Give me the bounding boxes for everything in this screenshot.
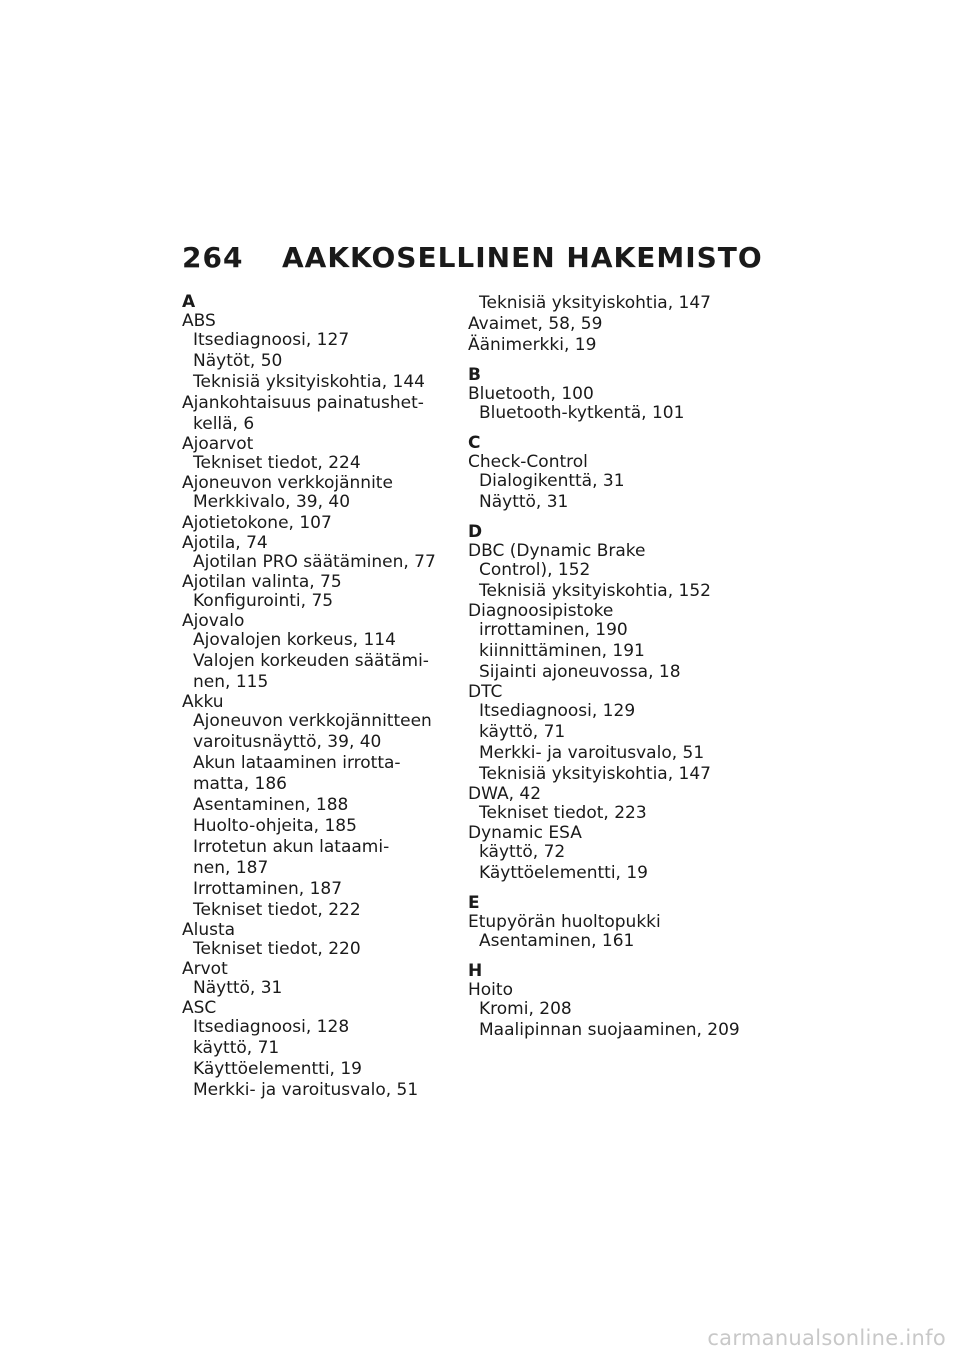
index-subentry: Control), 152 bbox=[479, 560, 591, 580]
index-term: Ajoarvot bbox=[182, 434, 254, 454]
index-entry bbox=[182, 921, 472, 960]
index-term: Avaimet, 58, 59 bbox=[468, 314, 603, 334]
index-entry bbox=[468, 335, 758, 356]
index-term: Alusta bbox=[182, 920, 236, 940]
index-subentry: Valojen korkeuden säätämi- bbox=[193, 651, 429, 671]
index-term: Ajotietokone, 107 bbox=[182, 513, 332, 533]
index-entry bbox=[182, 435, 472, 474]
index-subentry: Näyttö, 31 bbox=[479, 492, 569, 512]
index-subentry: Irrottaminen, 187 bbox=[193, 879, 343, 899]
index-entry bbox=[468, 981, 758, 1041]
index-subentry: Merkki- ja varoitusvalo, 51 bbox=[479, 743, 705, 763]
index-entry bbox=[182, 393, 472, 435]
index-subentry: kiinnittäminen, 191 bbox=[479, 641, 645, 661]
index-subentry: Itsediagnoosi, 129 bbox=[479, 701, 636, 721]
index-term: DBC (Dynamic Brake bbox=[468, 541, 646, 561]
index-term: Hoito bbox=[468, 980, 513, 1000]
index-subentry: Dialogikenttä, 31 bbox=[479, 471, 625, 491]
index-entry bbox=[468, 453, 758, 513]
index-subentry: Tekniset tiedot, 224 bbox=[193, 453, 361, 473]
index-entry bbox=[468, 913, 758, 952]
index-entry bbox=[182, 999, 472, 1101]
index-subentry: Maalipinnan suojaaminen, 209 bbox=[479, 1020, 740, 1040]
index-entry bbox=[468, 314, 758, 335]
index-term: Bluetooth, 100 bbox=[468, 384, 594, 404]
index-term: Ajovalo bbox=[182, 611, 245, 631]
index-entry bbox=[182, 693, 472, 921]
index-subentry: Merkkivalo, 39, 40 bbox=[193, 492, 351, 512]
index-subentry: Näyttö, 31 bbox=[193, 978, 283, 998]
index-entry bbox=[182, 573, 472, 612]
index-subentry: Akun lataaminen irrotta- bbox=[193, 753, 401, 773]
index-subentry: matta, 186 bbox=[193, 774, 287, 794]
index-term: Arvot bbox=[182, 959, 228, 979]
index-subentry: Merkki- ja varoitusvalo, 51 bbox=[193, 1080, 419, 1100]
index-term: Ajotilan valinta, 75 bbox=[182, 572, 342, 592]
index-subentry: Asentaminen, 161 bbox=[479, 931, 635, 951]
index-subentry: varoitusnäyttö, 39, 40 bbox=[193, 732, 382, 752]
index-subentry: Tekniset tiedot, 220 bbox=[193, 939, 361, 959]
index-subentry: Tekniset tiedot, 222 bbox=[193, 900, 361, 920]
index-subentry: Irrotetun akun lataami- bbox=[193, 837, 390, 857]
index-letter-heading: D bbox=[468, 522, 483, 542]
index-subentry: Kromi, 208 bbox=[479, 999, 572, 1019]
index-letter-heading: H bbox=[468, 961, 483, 981]
index-term: Dynamic ESA bbox=[468, 823, 582, 843]
index-term: Diagnoosipistoke bbox=[468, 601, 614, 621]
index-entry bbox=[468, 385, 758, 424]
watermark: carmanualsonline.info bbox=[707, 1326, 946, 1350]
index-entry-continued bbox=[468, 293, 758, 314]
index-subentry: Teknisiä yksityiskohtia, 144 bbox=[193, 372, 425, 392]
index-subentry: Itsediagnoosi, 128 bbox=[193, 1017, 350, 1037]
index-entry bbox=[182, 612, 472, 693]
index-column-right bbox=[468, 293, 758, 1041]
index-letter-heading: C bbox=[468, 433, 481, 453]
index-term: Check-Control bbox=[468, 452, 588, 472]
index-entry bbox=[468, 683, 758, 785]
index-term: Akku bbox=[182, 692, 224, 712]
index-term: Ajankohtaisuus painatushet- bbox=[182, 393, 424, 413]
page-header bbox=[182, 241, 763, 281]
index-subentry: Ajovalojen korkeus, 114 bbox=[193, 630, 396, 650]
index-subentry: Teknisiä yksityiskohtia, 152 bbox=[479, 581, 711, 601]
index-term: Äänimerkki, 19 bbox=[468, 335, 597, 355]
index-subentry: Itsediagnoosi, 127 bbox=[193, 330, 350, 350]
index-subentry: Näytöt, 50 bbox=[193, 351, 283, 371]
index-term: ASC bbox=[182, 998, 217, 1018]
index-subentry: nen, 187 bbox=[193, 858, 269, 878]
index-subentry: Huolto-ohjeita, 185 bbox=[193, 816, 357, 836]
index-entry bbox=[182, 312, 472, 393]
index-term-continuation: kellä, 6 bbox=[193, 414, 255, 434]
index-subentry: Teknisiä yksityiskohtia, 147 bbox=[479, 293, 711, 313]
index-term: Ajoneuvon verkkojännite bbox=[182, 473, 393, 493]
index-subentry: Käyttöelementti, 19 bbox=[479, 863, 648, 883]
index-subentry: käyttö, 71 bbox=[193, 1038, 280, 1058]
index-entry bbox=[182, 474, 472, 513]
index-letter-heading: B bbox=[468, 365, 481, 385]
index-subentry: Ajoneuvon verkkojännitteen bbox=[193, 711, 432, 731]
index-entry bbox=[182, 534, 472, 573]
page-number: 264 bbox=[182, 241, 244, 274]
index-letter-heading: E bbox=[468, 893, 480, 913]
index-entry bbox=[468, 785, 758, 824]
index-subentry: käyttö, 71 bbox=[479, 722, 566, 742]
index-subentry: Tekniset tiedot, 223 bbox=[479, 803, 647, 823]
index-entry bbox=[468, 602, 758, 683]
index-term: DWA, 42 bbox=[468, 784, 542, 804]
index-letter-heading: A bbox=[182, 292, 196, 312]
index-entry bbox=[468, 542, 758, 602]
index-term: Etupyörän huoltopukki bbox=[468, 912, 661, 932]
index-subentry: Käyttöelementti, 19 bbox=[193, 1059, 362, 1079]
index-subentry: käyttö, 72 bbox=[479, 842, 566, 862]
index-subentry: irrottaminen, 190 bbox=[479, 620, 628, 640]
index-subentry: Sijainti ajoneuvossa, 18 bbox=[479, 662, 681, 682]
index-subentry: Ajotilan PRO säätäminen, 77 bbox=[193, 552, 436, 572]
index-subentry: Konfigurointi, 75 bbox=[193, 591, 334, 611]
index-subentry: Asentaminen, 188 bbox=[193, 795, 349, 815]
index-entry bbox=[182, 513, 472, 534]
index-term: DTC bbox=[468, 682, 503, 702]
index-entry bbox=[182, 960, 472, 999]
index-subentry: Teknisiä yksityiskohtia, 147 bbox=[479, 764, 711, 784]
index-term: ABS bbox=[182, 311, 216, 331]
page-title: AAKKOSELLINEN HAKEMISTO bbox=[282, 241, 763, 274]
index-term: Ajotila, 74 bbox=[182, 533, 268, 553]
index-subentry: nen, 115 bbox=[193, 672, 269, 692]
index-column-left bbox=[182, 293, 472, 1101]
index-entry bbox=[468, 824, 758, 884]
index-subentry: Bluetooth-kytkentä, 101 bbox=[479, 403, 685, 423]
